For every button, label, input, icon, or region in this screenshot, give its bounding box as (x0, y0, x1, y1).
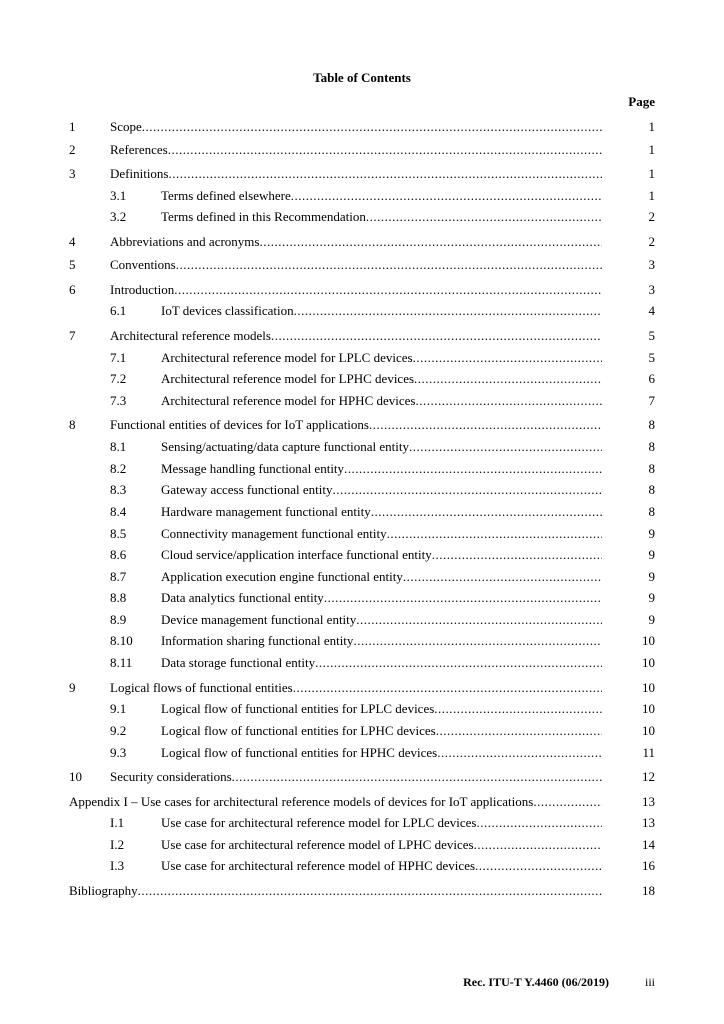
footer-page-number: iii (644, 975, 655, 989)
toc-entry-page: 9 (648, 547, 655, 562)
dot-leader (533, 793, 602, 811)
toc-entry[interactable] (0, 679, 724, 697)
toc-entry-title-line (161, 632, 602, 650)
toc-entry-title: Message handling functional entity (161, 461, 345, 476)
toc-entry-title-line (110, 281, 602, 299)
toc-entry-page: 10 (642, 723, 655, 738)
toc-entry-number: 6 (69, 282, 76, 297)
toc-entry[interactable] (0, 546, 724, 564)
dot-leader (315, 654, 602, 672)
toc-entry-number: 8.7 (110, 569, 127, 584)
toc-entry-title: Device management functional entity (161, 612, 357, 627)
toc-entry-title-line (161, 503, 602, 521)
toc-entry[interactable] (0, 281, 724, 299)
dot-leader (293, 679, 602, 697)
toc-entry-page: 5 (648, 350, 655, 365)
dot-leader (366, 208, 602, 226)
toc-entry-title: Use case for architectural reference model of LPHC devices (161, 837, 474, 852)
toc-entry[interactable] (0, 503, 724, 521)
toc-entry-title-line (110, 165, 602, 183)
toc-entry[interactable] (0, 481, 724, 499)
toc-entry-page: 3 (648, 282, 655, 297)
dot-leader (174, 281, 602, 299)
toc-entry[interactable] (0, 233, 724, 251)
dot-leader (476, 814, 602, 832)
toc-entry-number: 7 (69, 328, 76, 343)
toc-entry-page: 10 (642, 655, 655, 670)
toc-entry-title-line (161, 857, 602, 875)
toc-entry-title: Terms defined elsewhere (161, 188, 291, 203)
toc-entry-title-line (161, 589, 602, 607)
toc-entry-number: 9.2 (110, 723, 127, 738)
toc-entry-number: I.2 (110, 837, 125, 852)
toc-entry-number: I.3 (110, 858, 125, 873)
toc-entry-number: 3 (69, 166, 76, 181)
toc-entry-title: Application execution engine functional entity (161, 569, 403, 584)
toc-entry-page: 1 (648, 166, 655, 181)
dot-leader (176, 256, 602, 274)
toc-entry[interactable] (0, 882, 724, 900)
toc-entry-title-line (110, 233, 602, 251)
toc-entry-number: 8 (69, 417, 76, 432)
toc-entry[interactable] (0, 589, 724, 607)
toc-entry-page: 2 (648, 209, 655, 224)
dot-leader (324, 589, 602, 607)
toc-entry[interactable] (0, 349, 724, 367)
dot-leader (353, 632, 602, 650)
toc-entry-page: 9 (648, 590, 655, 605)
dot-leader (168, 141, 602, 159)
toc-entry[interactable] (0, 525, 724, 543)
toc-entry[interactable] (0, 744, 724, 762)
toc-entry-title-line (161, 814, 602, 832)
toc-entry-title-line (161, 611, 602, 629)
toc-entry-title: Data analytics functional entity (161, 590, 324, 605)
toc-entry-title-line (69, 882, 602, 900)
toc-entry[interactable] (0, 438, 724, 456)
toc-entry[interactable] (0, 141, 724, 159)
toc-entry-title: Abbreviations and acronyms (110, 234, 260, 249)
toc-entry[interactable] (0, 568, 724, 586)
toc-entry-title-line (69, 793, 602, 811)
toc-entry-page: 10 (642, 680, 655, 695)
dot-leader (415, 392, 602, 410)
dot-leader (138, 882, 602, 900)
toc-entry-page: 7 (648, 393, 655, 408)
toc-entry-number: 9.3 (110, 745, 127, 760)
toc-entry[interactable] (0, 208, 724, 226)
toc-entry-number: 1 (69, 119, 76, 134)
toc-entry-title: Scope (110, 119, 142, 134)
toc-entry-number: 9 (69, 680, 76, 695)
dot-leader (271, 327, 602, 345)
toc-entry-title: Sensing/actuating/data capture functional entity (161, 439, 410, 454)
toc-entry-title-line (110, 327, 602, 345)
toc-entry-number: I.1 (110, 815, 125, 830)
dot-leader (475, 857, 602, 875)
toc-entry-title: Introduction (110, 282, 175, 297)
toc-entry-title: References (110, 142, 168, 157)
toc-entry-number: 8.6 (110, 547, 127, 562)
toc-entry-number: 3.1 (110, 188, 127, 203)
toc-entry-title-line (161, 187, 602, 205)
toc-entry-page: 8 (648, 439, 655, 454)
toc-entry-title: Use case for architectural reference model for LPLC devices (161, 815, 477, 830)
footer-recommendation: Rec. ITU-T Y.4460 (06/2019) (463, 975, 609, 989)
toc-entry-title: Gateway access functional entity (161, 482, 333, 497)
dot-leader (232, 768, 602, 786)
toc-entry[interactable] (0, 165, 724, 183)
dot-leader (432, 546, 602, 564)
toc-entry-number: 8.2 (110, 461, 127, 476)
dot-leader (436, 722, 602, 740)
toc-entry[interactable] (0, 836, 724, 854)
toc-entry-title: Data storage functional entity (161, 655, 316, 670)
dot-leader (259, 233, 602, 251)
toc-entry-page: 8 (648, 482, 655, 497)
toc-entry-title: Architectural reference model for HPHC devices (161, 393, 416, 408)
toc-entry[interactable] (0, 118, 724, 136)
toc-entry-title: Connectivity management functional entity (161, 526, 387, 541)
dot-leader (403, 568, 602, 586)
dot-leader (414, 370, 602, 388)
toc-entry-number: 8.1 (110, 439, 127, 454)
dot-leader (369, 416, 602, 434)
toc-entry-title-line (110, 768, 602, 786)
dot-leader (291, 187, 602, 205)
toc-entry-title: Logical flow of functional entities for HPHC devices (161, 745, 438, 760)
dot-leader (294, 302, 602, 320)
toc-entry-title-line (161, 302, 602, 320)
toc-entry-title: Terms defined in this Recommendation (161, 209, 366, 224)
page-footer (463, 975, 655, 990)
toc-entry-title-line (110, 141, 602, 159)
toc-entry-number: 8.11 (110, 655, 133, 670)
toc-entry-title: Information sharing functional entity (161, 633, 354, 648)
toc-entry-title: Architectural reference model for LPLC devices (161, 350, 413, 365)
toc-entry-number: 8.3 (110, 482, 127, 497)
toc-entry-page: 1 (648, 119, 655, 134)
toc-entry-page: 8 (648, 504, 655, 519)
toc-entry-number: 3.2 (110, 209, 127, 224)
toc-entry[interactable] (0, 256, 724, 274)
toc-entry-title: Appendix I – Use cases for architectural reference models of devices for IoT applications (69, 794, 534, 809)
toc-entry-number: 6.1 (110, 303, 127, 318)
toc-entry-title-line (110, 256, 602, 274)
toc-entry-title: Definitions (110, 166, 169, 181)
toc-entry[interactable] (0, 722, 724, 740)
toc-entry-number: 7.3 (110, 393, 127, 408)
toc-entry-title-line (161, 438, 602, 456)
toc-entry-page: 10 (642, 633, 655, 648)
toc-entry-title-line (161, 370, 602, 388)
toc-title: Table of Contents (313, 70, 411, 85)
toc-entry-title-line (161, 460, 602, 478)
toc-entry-page: 5 (648, 328, 655, 343)
toc-entry-title-line (161, 700, 602, 718)
dot-leader (437, 744, 602, 762)
toc-entry-title: IoT devices classification (161, 303, 294, 318)
toc-entry-page: 16 (642, 858, 655, 873)
toc-entry-page: 9 (648, 612, 655, 627)
toc-entry-number: 8.4 (110, 504, 127, 519)
toc-entry-title-line (110, 118, 602, 136)
toc-entry[interactable] (0, 370, 724, 388)
dot-leader (387, 525, 602, 543)
dot-leader (344, 460, 602, 478)
toc-entry[interactable] (0, 302, 724, 320)
toc-entry-title: Architectural reference models (110, 328, 271, 343)
toc-entry-page: 3 (648, 257, 655, 272)
toc-entry[interactable] (0, 460, 724, 478)
page-column-label: Page (628, 94, 655, 109)
dot-leader (409, 438, 602, 456)
dot-leader (371, 503, 602, 521)
toc-entry-title: Logical flow of functional entities for LPLC devices (161, 701, 435, 716)
toc-entry-title-line (161, 722, 602, 740)
toc-entry-number: 8.10 (110, 633, 133, 648)
dot-leader (434, 700, 602, 718)
toc-entry-number: 8.5 (110, 526, 127, 541)
toc-entry-title-line (161, 525, 602, 543)
dot-leader (142, 118, 602, 136)
toc-entry-title-line (161, 349, 602, 367)
toc-entry-title-line (161, 568, 602, 586)
toc-entry-title: Logical flows of functional entities (110, 680, 293, 695)
toc-entry-title-line (161, 546, 602, 564)
toc-entry-title-line (110, 416, 602, 434)
toc-entry-number: 5 (69, 257, 76, 272)
toc-entry[interactable] (0, 654, 724, 672)
toc-entry[interactable] (0, 416, 724, 434)
toc-entry[interactable] (0, 392, 724, 410)
toc-entry-page: 10 (642, 701, 655, 716)
toc-entry-number: 2 (69, 142, 76, 157)
toc-entry-number: 4 (69, 234, 76, 249)
toc-entry[interactable] (0, 611, 724, 629)
toc-entry-title-line (161, 836, 602, 854)
toc-entry-title: Functional entities of devices for IoT applications (110, 417, 369, 432)
toc-entry[interactable] (0, 768, 724, 786)
toc-entry-page: 1 (648, 142, 655, 157)
toc-entry-title: Architectural reference model for LPHC devices (161, 371, 415, 386)
toc-entry[interactable] (0, 632, 724, 650)
toc-entry-title: Conventions (110, 257, 176, 272)
toc-entry-number: 9.1 (110, 701, 127, 716)
toc-entry-page: 14 (642, 837, 655, 852)
dot-leader (356, 611, 602, 629)
toc-entry-title-line (161, 481, 602, 499)
toc-entry-title-line (161, 208, 602, 226)
toc-entry-title: Cloud service/application interface functional entity (161, 547, 432, 562)
toc-entry-page: 12 (642, 769, 655, 784)
toc-entry[interactable] (0, 700, 724, 718)
toc-entry-title: Bibliography (69, 883, 138, 898)
toc-entry-title-line (161, 392, 602, 410)
toc-entry-number: 8.8 (110, 590, 127, 605)
toc-entry-page: 18 (642, 883, 655, 898)
dot-leader (413, 349, 602, 367)
toc-entry-number: 7.2 (110, 371, 127, 386)
toc-entry-page: 2 (648, 234, 655, 249)
toc-entry-page: 8 (648, 461, 655, 476)
toc-entry[interactable] (0, 327, 724, 345)
toc-entry-page: 9 (648, 526, 655, 541)
toc-entry-number: 10 (69, 769, 82, 784)
toc-entry-title: Use case for architectural reference model of HPHC devices (161, 858, 476, 873)
toc-entry-number: 7.1 (110, 350, 127, 365)
toc-entry-page: 1 (648, 188, 655, 203)
dot-leader (169, 165, 603, 183)
toc-entry[interactable] (0, 814, 724, 832)
toc-entry-title-line (161, 744, 602, 762)
toc-entry-page: 13 (642, 794, 655, 809)
toc-entry-page: 13 (642, 815, 655, 830)
toc-entry-title: Logical flow of functional entities for LPHC devices (161, 723, 436, 738)
dot-leader (474, 836, 602, 854)
toc-entry-number: 8.9 (110, 612, 127, 627)
toc-entry-title-line (110, 679, 602, 697)
toc-entry-page: 6 (648, 371, 655, 386)
toc-entry-page: 8 (648, 417, 655, 432)
toc-entry-page: 11 (642, 745, 655, 760)
toc-entry[interactable] (0, 793, 724, 811)
toc-entry-page: 9 (648, 569, 655, 584)
toc-entry[interactable] (0, 187, 724, 205)
toc-entry[interactable] (0, 857, 724, 875)
toc-entry-title: Security considerations (110, 769, 232, 784)
toc-entry-title-line (161, 654, 602, 672)
toc-entry-title: Hardware management functional entity (161, 504, 371, 519)
toc-entry-page: 4 (648, 303, 655, 318)
dot-leader (332, 481, 602, 499)
